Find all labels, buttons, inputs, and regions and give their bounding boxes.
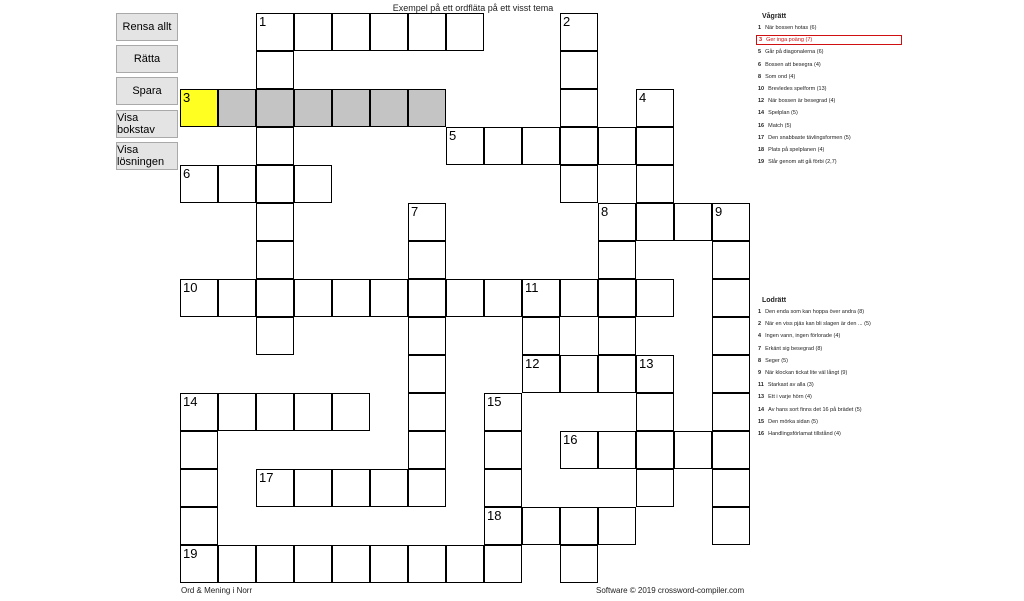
cell-number: 8 [601, 204, 609, 219]
grid-cell[interactable] [370, 13, 408, 51]
clue-number: 11 [758, 382, 764, 389]
clue-text: När bossen hotas (6) [765, 25, 817, 31]
grid-cell[interactable] [598, 127, 636, 165]
clue-text: Match (5) [768, 122, 792, 129]
grid-cell[interactable] [256, 317, 294, 355]
grid-cell[interactable] [674, 203, 712, 241]
across-clue[interactable] [756, 108, 902, 118]
grid-cell[interactable] [636, 431, 674, 469]
grid-cell[interactable] [598, 241, 636, 279]
clue-text: När klockan tickat lite väl långt (9) [765, 370, 848, 376]
down-clue[interactable] [756, 356, 902, 366]
grid-cell[interactable] [180, 545, 218, 583]
grid-cell[interactable] [560, 51, 598, 89]
grid-cell[interactable] [636, 355, 674, 393]
grid-cell[interactable] [712, 317, 750, 355]
cell-number: 14 [183, 394, 198, 409]
clue-text: När en viss pjäs kan bli slagen är den ... (5) [765, 321, 871, 328]
clue-number: 4 [758, 333, 762, 340]
clue-text: Går på diagonalerna (6) [765, 49, 824, 56]
across-clue[interactable] [756, 157, 902, 167]
down-clue[interactable] [756, 331, 902, 341]
grid-cell[interactable] [256, 13, 294, 51]
grid-cell[interactable] [408, 89, 446, 127]
grid-cell[interactable] [484, 393, 522, 431]
grid-cell[interactable] [522, 317, 560, 355]
grid-cell[interactable] [332, 393, 370, 431]
grid-cell[interactable] [522, 355, 560, 393]
cell-number: 9 [715, 204, 723, 219]
cell-number: 16 [563, 432, 578, 447]
clue-text: Bossen att besegra (4) [765, 61, 821, 68]
clue-number: 1 [758, 25, 762, 31]
across-clue[interactable] [756, 23, 902, 33]
grid-cell[interactable] [370, 545, 408, 583]
clue-text: Brevledes spelform (13) [768, 86, 827, 92]
grid-cell[interactable] [408, 469, 446, 507]
cell-number: 3 [183, 90, 191, 105]
cell-number: 1 [259, 14, 267, 29]
grid-cell[interactable] [408, 545, 446, 583]
clue-text: Erkänt sig besegrad (8) [765, 345, 823, 352]
clue-number: 7 [758, 345, 762, 352]
grid-cell[interactable] [256, 127, 294, 165]
cell-number: 7 [411, 204, 419, 219]
clue-text: Ingen vann, ingen förlorade (4) [765, 333, 841, 340]
clue-text: Den enda som kan hoppa över andra (8) [765, 309, 865, 315]
clue-text: Starkast av alla (3) [767, 382, 814, 389]
cell-number: 10 [183, 280, 198, 295]
grid-cell[interactable] [180, 431, 218, 469]
grid-cell[interactable] [712, 355, 750, 393]
grid-cell[interactable] [560, 127, 598, 165]
grid-cell[interactable] [180, 469, 218, 507]
clue-number: 16 [758, 431, 765, 437]
grid-cell[interactable] [598, 317, 636, 355]
clue-text: Den snabbaste tävlingsformen (5) [768, 134, 851, 141]
grid-cell[interactable] [560, 507, 598, 545]
clue-number: 3 [759, 37, 763, 44]
clear-all-button[interactable]: Rensa allt [116, 13, 178, 41]
grid-cell[interactable] [294, 545, 332, 583]
grid-cell[interactable] [560, 545, 598, 583]
clue-number: 15 [758, 418, 765, 425]
cell-number: 11 [525, 280, 539, 295]
grid-cell[interactable] [180, 507, 218, 545]
grid-cell[interactable] [294, 279, 332, 317]
grid-cell[interactable] [560, 165, 598, 203]
grid-cell[interactable] [370, 279, 408, 317]
grid-cell[interactable] [218, 545, 256, 583]
clue-number: 12 [758, 98, 765, 105]
clue-number: 5 [758, 49, 762, 56]
clue-text: Ger inga poäng (7) [766, 37, 813, 44]
grid-cell[interactable] [446, 13, 484, 51]
grid-cell[interactable] [294, 89, 332, 127]
clue-number: 6 [758, 61, 762, 68]
cell-number: 4 [639, 90, 647, 105]
grid-cell[interactable] [712, 279, 750, 317]
grid-cell[interactable] [408, 317, 446, 355]
grid-cell[interactable] [446, 127, 484, 165]
cell-number: 15 [487, 394, 502, 409]
footer-software: Software © 2019 crossword-compiler.com [596, 586, 745, 595]
grid-cell[interactable] [712, 393, 750, 431]
grid-cell[interactable] [256, 203, 294, 241]
clue-number: 18 [758, 147, 765, 153]
grid-cell[interactable] [674, 431, 712, 469]
clue-text: Seger (5) [765, 357, 788, 364]
grid-cell[interactable] [256, 89, 294, 127]
across-clue[interactable] [756, 35, 902, 45]
clue-text: Plats på spelplanen (4) [768, 147, 825, 153]
clue-text: Av hans sort finns det 16 på brädet (5) [768, 406, 862, 413]
grid-cell[interactable] [446, 279, 484, 317]
clue-number: 14 [758, 110, 765, 117]
clue-number: 8 [758, 73, 762, 80]
grid-cell[interactable] [408, 393, 446, 431]
grid-cell[interactable] [712, 241, 750, 279]
clue-text: Handlingsförlamat tillstånd (4) [768, 431, 841, 437]
grid-cell[interactable] [408, 279, 446, 317]
across-header: Vågrätt [762, 13, 787, 20]
grid-cell[interactable] [408, 431, 446, 469]
grid-cell[interactable] [636, 393, 674, 431]
grid-cell[interactable] [180, 165, 218, 203]
grid-cell[interactable] [256, 279, 294, 317]
grid-cell[interactable] [712, 507, 750, 545]
grid-cell[interactable] [332, 279, 370, 317]
grid-cell[interactable] [408, 241, 446, 279]
grid-cell[interactable] [484, 431, 522, 469]
down-header: Lodrätt [762, 297, 787, 304]
grid-cell[interactable] [598, 203, 636, 241]
cell-number: 6 [183, 166, 191, 181]
grid-cell[interactable] [408, 13, 446, 51]
down-clue[interactable] [756, 307, 902, 317]
clue-text: Ett i varje hörn (4) [768, 394, 812, 401]
grid-cell[interactable] [256, 51, 294, 89]
grid-cell[interactable] [294, 393, 332, 431]
clue-text: Som ond (4) [765, 73, 796, 80]
cell-number: 2 [563, 14, 571, 29]
grid-cell[interactable] [180, 279, 218, 317]
reveal-letter-button[interactable]: Visa bokstav [116, 110, 178, 138]
grid-cell[interactable] [636, 89, 674, 127]
across-clue[interactable] [756, 96, 902, 106]
grid-cell[interactable] [408, 355, 446, 393]
grid-cell[interactable] [522, 279, 560, 317]
grid-cell[interactable] [370, 89, 408, 127]
cell-number: 13 [639, 356, 654, 371]
grid-cell[interactable] [256, 469, 294, 507]
grid-cell[interactable] [712, 203, 750, 241]
clue-number: 13 [758, 394, 765, 401]
grid-cell[interactable] [294, 13, 332, 51]
grid-cell[interactable] [484, 469, 522, 507]
clue-text: Slår genom att gå förbi (2,7) [768, 159, 837, 166]
clue-number: 8 [758, 357, 762, 364]
grid-cell[interactable] [332, 545, 370, 583]
reveal-solution-button[interactable]: Visa lösningen [116, 142, 178, 170]
clue-number: 9 [758, 370, 762, 376]
clue-number: 14 [758, 406, 765, 413]
grid-cell[interactable] [560, 13, 598, 51]
puzzle-title: Exempel på ett ordfläta på ett visst tema [392, 3, 554, 13]
clue-number: 16 [758, 122, 765, 129]
grid-cell[interactable] [484, 127, 522, 165]
down-clue[interactable] [756, 368, 902, 378]
down-clue[interactable] [756, 417, 902, 427]
check-button[interactable]: Rätta [116, 45, 178, 73]
grid-cell[interactable] [218, 89, 256, 127]
grid-cell[interactable] [256, 545, 294, 583]
grid-cell[interactable] [484, 545, 522, 583]
grid-cell[interactable] [180, 393, 218, 431]
clue-text: Spelplan (5) [768, 110, 798, 117]
grid-cell[interactable] [598, 279, 636, 317]
across-clue[interactable] [756, 121, 902, 131]
footer-credit: Ord & Mening i Norr [181, 586, 253, 595]
grid-cell[interactable] [256, 241, 294, 279]
grid-cell[interactable] [218, 165, 256, 203]
grid-cell[interactable] [712, 469, 750, 507]
cell-number: 5 [449, 128, 457, 143]
grid-cell[interactable] [598, 431, 636, 469]
grid-cell[interactable] [332, 469, 370, 507]
down-clue[interactable] [756, 392, 902, 402]
across-clue[interactable] [756, 72, 902, 82]
grid-cell[interactable] [560, 431, 598, 469]
cell-number: 18 [487, 508, 502, 523]
grid-cell[interactable] [560, 355, 598, 393]
grid-cell[interactable] [446, 545, 484, 583]
grid-cell[interactable] [636, 127, 674, 165]
down-clue[interactable] [756, 380, 902, 390]
grid-cell[interactable] [180, 89, 218, 127]
grid-cell[interactable] [256, 393, 294, 431]
clue-number: 19 [758, 159, 765, 166]
across-clue[interactable] [756, 47, 902, 57]
down-clue[interactable] [756, 429, 902, 439]
grid-cell[interactable] [484, 507, 522, 545]
clue-number: 1 [758, 309, 762, 315]
down-clue[interactable] [756, 405, 902, 415]
cell-number: 19 [183, 546, 198, 561]
grid-cell[interactable] [218, 393, 256, 431]
grid-cell[interactable] [598, 355, 636, 393]
grid-cell[interactable] [636, 203, 674, 241]
grid-cell[interactable] [484, 279, 522, 317]
clue-number: 2 [758, 321, 762, 328]
across-clue[interactable] [756, 84, 902, 94]
grid-cell[interactable] [636, 469, 674, 507]
clue-text: När bossen är besegrad (4) [768, 98, 836, 105]
grid-cell[interactable] [636, 279, 674, 317]
grid-cell[interactable] [522, 127, 560, 165]
save-button[interactable]: Spara [116, 77, 178, 105]
grid-cell[interactable] [332, 89, 370, 127]
grid-cell[interactable] [560, 279, 598, 317]
grid-cell[interactable] [636, 165, 674, 203]
clue-text: Den mörka sidan (5) [768, 418, 818, 425]
clue-number: 10 [758, 86, 765, 92]
down-clue[interactable] [756, 344, 902, 354]
across-clue[interactable] [756, 145, 902, 155]
grid-cell[interactable] [294, 165, 332, 203]
grid-cell[interactable] [522, 507, 560, 545]
grid-cell[interactable] [294, 469, 332, 507]
grid-cell[interactable] [598, 507, 636, 545]
cell-number: 17 [259, 470, 274, 485]
across-clue[interactable] [756, 133, 902, 143]
grid-cell[interactable] [408, 203, 446, 241]
grid-cell[interactable] [712, 431, 750, 469]
grid-cell[interactable] [332, 13, 370, 51]
grid-cell[interactable] [370, 469, 408, 507]
grid-cell[interactable] [218, 279, 256, 317]
cell-number: 12 [525, 356, 540, 371]
across-clue[interactable] [756, 60, 902, 70]
grid-cell[interactable] [560, 89, 598, 127]
down-clue[interactable] [756, 319, 902, 329]
grid-cell[interactable] [256, 165, 294, 203]
clue-number: 17 [758, 134, 765, 141]
